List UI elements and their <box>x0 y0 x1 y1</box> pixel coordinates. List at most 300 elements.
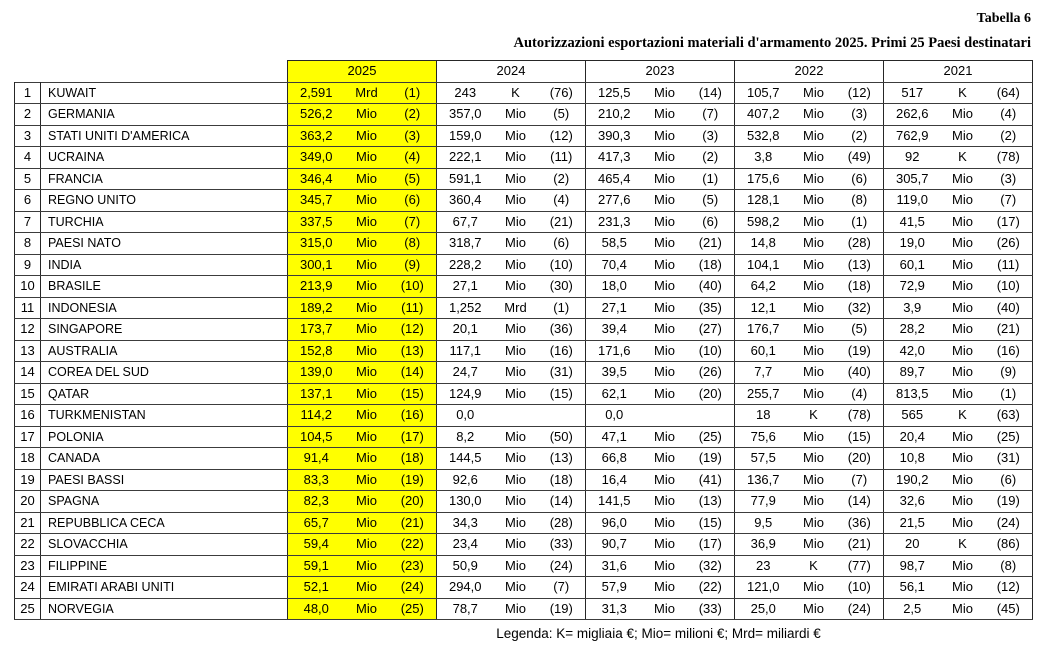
unit-cell: Mio <box>345 362 389 384</box>
rank-cell: (21) <box>687 233 735 255</box>
unit-cell: Mio <box>941 491 985 513</box>
country-cell: INDONESIA <box>41 297 288 319</box>
value-cell: 231,3 <box>586 211 643 233</box>
table-head <box>15 61 1033 83</box>
value-cell: 190,2 <box>884 469 941 491</box>
table-title: Autorizzazioni esportazioni materiali d'armamento 2025. Primi 25 Paesi destinatari <box>513 35 1031 51</box>
rank-cell: (24) <box>389 577 437 599</box>
table-row <box>15 125 1033 147</box>
rank-cell: (17) <box>687 534 735 556</box>
rank-cell: (1) <box>687 168 735 190</box>
rank-cell: (23) <box>389 555 437 577</box>
table-row <box>15 469 1033 491</box>
country-cell: FRANCIA <box>41 168 288 190</box>
unit-cell: Mio <box>494 362 538 384</box>
unit-cell: Mio <box>345 340 389 362</box>
unit-cell: Mio <box>643 512 687 534</box>
row-number-cell: 16 <box>15 405 41 427</box>
row-number-cell: 4 <box>15 147 41 169</box>
value-cell: 25,0 <box>735 598 792 620</box>
value-cell: 31,6 <box>586 555 643 577</box>
unit-cell: Mio <box>941 469 985 491</box>
rank-cell: (21) <box>985 319 1033 341</box>
rank-cell: (50) <box>538 426 586 448</box>
table-row <box>15 211 1033 233</box>
rank-cell: (24) <box>985 512 1033 534</box>
value-cell: 114,2 <box>288 405 345 427</box>
row-number-cell: 13 <box>15 340 41 362</box>
rank-cell: (6) <box>389 190 437 212</box>
unit-cell: Mio <box>345 276 389 298</box>
row-number-cell: 10 <box>15 276 41 298</box>
rank-cell: (86) <box>985 534 1033 556</box>
table-row <box>15 168 1033 190</box>
rank-cell: (19) <box>836 340 884 362</box>
rank-cell: (28) <box>836 233 884 255</box>
country-cell: SPAGNA <box>41 491 288 513</box>
rank-cell: (14) <box>389 362 437 384</box>
value-cell: 175,6 <box>735 168 792 190</box>
rank-cell: (19) <box>687 448 735 470</box>
unit-cell: Mio <box>345 555 389 577</box>
rank-cell: (1) <box>985 383 1033 405</box>
unit-cell: Mio <box>345 233 389 255</box>
value-cell: 119,0 <box>884 190 941 212</box>
value-cell: 19,0 <box>884 233 941 255</box>
rank-cell: (17) <box>389 426 437 448</box>
rank-cell: (49) <box>836 147 884 169</box>
rank-cell: (6) <box>687 211 735 233</box>
rank-cell: (6) <box>836 168 884 190</box>
rank-cell: (20) <box>687 383 735 405</box>
rank-cell: (35) <box>687 297 735 319</box>
unit-cell: Mio <box>792 276 836 298</box>
unit-cell: Mio <box>643 147 687 169</box>
rank-cell: (77) <box>836 555 884 577</box>
value-cell: 64,2 <box>735 276 792 298</box>
table-row <box>15 555 1033 577</box>
value-cell: 762,9 <box>884 125 941 147</box>
unit-cell: Mio <box>941 555 985 577</box>
value-cell: 65,7 <box>288 512 345 534</box>
unit-cell: Mio <box>345 491 389 513</box>
row-number-cell: 15 <box>15 383 41 405</box>
unit-cell: Mio <box>494 319 538 341</box>
unit-cell: Mio <box>792 211 836 233</box>
rank-cell: (3) <box>985 168 1033 190</box>
value-cell: 20,4 <box>884 426 941 448</box>
export-table <box>14 60 1033 620</box>
unit-cell: Mio <box>643 598 687 620</box>
value-cell: 363,2 <box>288 125 345 147</box>
year-header-row <box>15 61 1033 83</box>
rank-cell: (18) <box>538 469 586 491</box>
unit-cell: Mio <box>494 598 538 620</box>
value-cell: 3,9 <box>884 297 941 319</box>
unit-cell <box>494 405 538 427</box>
rank-cell: (13) <box>687 491 735 513</box>
unit-cell: K <box>494 82 538 104</box>
table-row <box>15 297 1033 319</box>
value-cell: 243 <box>437 82 494 104</box>
unit-cell: Mio <box>643 555 687 577</box>
rank-cell: (9) <box>389 254 437 276</box>
value-cell: 255,7 <box>735 383 792 405</box>
rank-cell: (7) <box>389 211 437 233</box>
value-cell: 7,7 <box>735 362 792 384</box>
value-cell: 98,7 <box>884 555 941 577</box>
unit-cell: Mio <box>643 362 687 384</box>
rank-cell: (2) <box>985 125 1033 147</box>
unit-cell: Mio <box>345 297 389 319</box>
value-cell: 407,2 <box>735 104 792 126</box>
value-cell: 228,2 <box>437 254 494 276</box>
rank-cell: (14) <box>836 491 884 513</box>
value-cell: 337,5 <box>288 211 345 233</box>
unit-cell: K <box>792 405 836 427</box>
legend: Legenda: K= migliaia €; Mio= milioni €; Mrd= miliardi € <box>496 626 821 641</box>
value-cell: 1,252 <box>437 297 494 319</box>
rank-cell: (10) <box>389 276 437 298</box>
rank-cell: (20) <box>836 448 884 470</box>
rank-cell: (10) <box>538 254 586 276</box>
rank-cell: (11) <box>985 254 1033 276</box>
year-header-2024: 2024 <box>437 61 586 83</box>
table-row <box>15 577 1033 599</box>
unit-cell: Mio <box>494 190 538 212</box>
unit-cell: Mio <box>792 104 836 126</box>
unit-cell: Mio <box>643 426 687 448</box>
value-cell: 294,0 <box>437 577 494 599</box>
country-cell: GERMANIA <box>41 104 288 126</box>
value-cell: 222,1 <box>437 147 494 169</box>
unit-cell: Mio <box>643 534 687 556</box>
country-cell: COREA DEL SUD <box>41 362 288 384</box>
value-cell: 813,5 <box>884 383 941 405</box>
rank-cell: (41) <box>687 469 735 491</box>
unit-cell: Mio <box>643 448 687 470</box>
row-number-cell: 5 <box>15 168 41 190</box>
value-cell: 532,8 <box>735 125 792 147</box>
value-cell: 417,3 <box>586 147 643 169</box>
rank-cell: (16) <box>389 405 437 427</box>
value-cell: 70,4 <box>586 254 643 276</box>
rank-cell: (33) <box>687 598 735 620</box>
rank-cell <box>538 405 586 427</box>
value-cell: 2,5 <box>884 598 941 620</box>
unit-cell: Mio <box>792 577 836 599</box>
country-cell: STATI UNITI D'AMERICA <box>41 125 288 147</box>
rank-cell <box>687 405 735 427</box>
value-cell: 121,0 <box>735 577 792 599</box>
rank-cell: (7) <box>538 577 586 599</box>
unit-cell: Mio <box>643 319 687 341</box>
value-cell: 59,4 <box>288 534 345 556</box>
value-cell: 75,6 <box>735 426 792 448</box>
table-row <box>15 233 1033 255</box>
value-cell: 56,1 <box>884 577 941 599</box>
value-cell: 349,0 <box>288 147 345 169</box>
value-cell: 345,7 <box>288 190 345 212</box>
country-cell: CANADA <box>41 448 288 470</box>
unit-cell: Mio <box>941 448 985 470</box>
unit-cell: Mio <box>643 577 687 599</box>
rank-cell: (5) <box>687 190 735 212</box>
value-cell: 18 <box>735 405 792 427</box>
country-cell: BRASILE <box>41 276 288 298</box>
rank-cell: (15) <box>687 512 735 534</box>
year-header-2022: 2022 <box>735 61 884 83</box>
rank-cell: (27) <box>687 319 735 341</box>
unit-cell: Mio <box>345 104 389 126</box>
unit-cell: Mio <box>494 469 538 491</box>
row-number-cell: 3 <box>15 125 41 147</box>
rank-cell: (12) <box>985 577 1033 599</box>
table-body <box>15 82 1033 620</box>
value-cell: 130,0 <box>437 491 494 513</box>
unit-cell: Mrd <box>345 82 389 104</box>
value-cell: 16,4 <box>586 469 643 491</box>
rank-cell: (14) <box>538 491 586 513</box>
rank-cell: (5) <box>389 168 437 190</box>
rank-cell: (1) <box>836 211 884 233</box>
value-cell: 14,8 <box>735 233 792 255</box>
value-cell: 59,1 <box>288 555 345 577</box>
rank-cell: (5) <box>836 319 884 341</box>
unit-cell: Mio <box>643 190 687 212</box>
value-cell: 125,5 <box>586 82 643 104</box>
table-row <box>15 82 1033 104</box>
rank-cell: (21) <box>538 211 586 233</box>
row-number-cell: 12 <box>15 319 41 341</box>
rank-cell: (19) <box>538 598 586 620</box>
value-cell: 318,7 <box>437 233 494 255</box>
unit-cell: Mio <box>941 426 985 448</box>
country-cell: EMIRATI ARABI UNITI <box>41 577 288 599</box>
rank-cell: (10) <box>836 577 884 599</box>
country-cell: KUWAIT <box>41 82 288 104</box>
unit-cell: Mio <box>494 383 538 405</box>
value-cell: 12,1 <box>735 297 792 319</box>
rank-cell: (11) <box>389 297 437 319</box>
unit-cell: Mio <box>494 491 538 513</box>
table-row <box>15 147 1033 169</box>
value-cell: 210,2 <box>586 104 643 126</box>
unit-cell: Mio <box>494 577 538 599</box>
unit-cell: Mio <box>345 469 389 491</box>
country-cell: NORVEGIA <box>41 598 288 620</box>
rank-cell: (25) <box>389 598 437 620</box>
unit-cell: Mio <box>494 104 538 126</box>
value-cell: 42,0 <box>884 340 941 362</box>
unit-cell: Mio <box>941 233 985 255</box>
rank-cell: (21) <box>836 534 884 556</box>
rank-cell: (18) <box>687 254 735 276</box>
row-number-cell: 2 <box>15 104 41 126</box>
row-number-cell: 21 <box>15 512 41 534</box>
unit-cell: Mio <box>643 254 687 276</box>
rank-cell: (11) <box>538 147 586 169</box>
row-number-cell: 19 <box>15 469 41 491</box>
rank-cell: (78) <box>985 147 1033 169</box>
value-cell: 152,8 <box>288 340 345 362</box>
unit-cell: Mio <box>941 362 985 384</box>
value-cell: 58,5 <box>586 233 643 255</box>
value-cell: 104,1 <box>735 254 792 276</box>
rank-cell: (32) <box>836 297 884 319</box>
value-cell: 176,7 <box>735 319 792 341</box>
rank-cell: (45) <box>985 598 1033 620</box>
country-cell: QATAR <box>41 383 288 405</box>
rank-cell: (19) <box>389 469 437 491</box>
unit-cell: Mio <box>345 190 389 212</box>
unit-cell: K <box>941 405 985 427</box>
value-cell: 50,9 <box>437 555 494 577</box>
value-cell: 517 <box>884 82 941 104</box>
rank-cell: (6) <box>538 233 586 255</box>
unit-cell: Mio <box>494 555 538 577</box>
value-cell: 28,2 <box>884 319 941 341</box>
rank-cell: (20) <box>389 491 437 513</box>
rank-cell: (24) <box>836 598 884 620</box>
rank-cell: (12) <box>389 319 437 341</box>
rank-cell: (2) <box>538 168 586 190</box>
unit-cell: Mio <box>941 254 985 276</box>
rank-cell: (8) <box>836 190 884 212</box>
unit-cell: Mio <box>792 383 836 405</box>
unit-cell: Mio <box>643 491 687 513</box>
country-cell: UCRAINA <box>41 147 288 169</box>
value-cell: 52,1 <box>288 577 345 599</box>
country-cell: REGNO UNITO <box>41 190 288 212</box>
unit-cell: Mio <box>792 168 836 190</box>
rank-cell: (6) <box>985 469 1033 491</box>
unit-cell: Mio <box>792 233 836 255</box>
unit-cell: Mio <box>643 104 687 126</box>
value-cell: 66,8 <box>586 448 643 470</box>
value-cell: 21,5 <box>884 512 941 534</box>
rank-cell: (10) <box>687 340 735 362</box>
table-row <box>15 405 1033 427</box>
year-header-2023: 2023 <box>586 61 735 83</box>
unit-cell: Mio <box>345 125 389 147</box>
table-row <box>15 362 1033 384</box>
rank-cell: (2) <box>389 104 437 126</box>
table-row <box>15 190 1033 212</box>
value-cell: 159,0 <box>437 125 494 147</box>
rank-cell: (78) <box>836 405 884 427</box>
value-cell: 104,5 <box>288 426 345 448</box>
value-cell: 89,7 <box>884 362 941 384</box>
rank-cell: (4) <box>389 147 437 169</box>
value-cell: 2,591 <box>288 82 345 104</box>
unit-cell: Mio <box>792 469 836 491</box>
value-cell: 39,5 <box>586 362 643 384</box>
rank-cell: (18) <box>389 448 437 470</box>
table-row <box>15 448 1033 470</box>
rank-cell: (15) <box>538 383 586 405</box>
value-cell: 57,5 <box>735 448 792 470</box>
value-cell: 27,1 <box>437 276 494 298</box>
rank-cell: (7) <box>687 104 735 126</box>
value-cell: 137,1 <box>288 383 345 405</box>
value-cell: 8,2 <box>437 426 494 448</box>
rank-cell: (14) <box>687 82 735 104</box>
country-cell: TURKMENISTAN <box>41 405 288 427</box>
table-row <box>15 491 1033 513</box>
country-cell: POLONIA <box>41 426 288 448</box>
year-header-2021: 2021 <box>884 61 1033 83</box>
rank-cell: (17) <box>985 211 1033 233</box>
value-cell: 213,9 <box>288 276 345 298</box>
unit-cell: Mio <box>792 147 836 169</box>
rank-cell: (1) <box>538 297 586 319</box>
unit-cell <box>643 405 687 427</box>
country-cell: PAESI NATO <box>41 233 288 255</box>
value-cell: 60,1 <box>884 254 941 276</box>
country-cell: FILIPPINE <box>41 555 288 577</box>
value-cell: 23 <box>735 555 792 577</box>
value-cell: 27,1 <box>586 297 643 319</box>
value-cell: 262,6 <box>884 104 941 126</box>
country-cell: AUSTRALIA <box>41 340 288 362</box>
table-row <box>15 254 1033 276</box>
unit-cell: Mio <box>792 426 836 448</box>
value-cell: 315,0 <box>288 233 345 255</box>
row-number-cell: 17 <box>15 426 41 448</box>
value-cell: 105,7 <box>735 82 792 104</box>
rank-cell: (13) <box>389 340 437 362</box>
rank-cell: (13) <box>538 448 586 470</box>
value-cell: 20 <box>884 534 941 556</box>
unit-cell: Mio <box>643 340 687 362</box>
table-row <box>15 426 1033 448</box>
unit-cell: Mio <box>494 340 538 362</box>
value-cell: 31,3 <box>586 598 643 620</box>
unit-cell: Mio <box>643 233 687 255</box>
unit-cell: Mio <box>792 598 836 620</box>
value-cell: 91,4 <box>288 448 345 470</box>
value-cell: 67,7 <box>437 211 494 233</box>
value-cell: 57,9 <box>586 577 643 599</box>
rank-cell: (25) <box>687 426 735 448</box>
row-number-cell: 24 <box>15 577 41 599</box>
value-cell: 32,6 <box>884 491 941 513</box>
value-cell: 39,4 <box>586 319 643 341</box>
value-cell: 20,1 <box>437 319 494 341</box>
unit-cell: Mio <box>941 598 985 620</box>
value-cell: 277,6 <box>586 190 643 212</box>
rank-cell: (16) <box>985 340 1033 362</box>
rank-cell: (15) <box>836 426 884 448</box>
rank-cell: (2) <box>836 125 884 147</box>
rank-cell: (36) <box>836 512 884 534</box>
unit-cell: Mio <box>792 340 836 362</box>
unit-cell: Mio <box>941 125 985 147</box>
unit-cell: Mio <box>345 598 389 620</box>
value-cell: 92 <box>884 147 941 169</box>
value-cell: 34,3 <box>437 512 494 534</box>
unit-cell: Mio <box>941 512 985 534</box>
row-number-cell: 14 <box>15 362 41 384</box>
unit-cell: Mio <box>941 340 985 362</box>
unit-cell: Mio <box>792 448 836 470</box>
unit-cell: K <box>941 147 985 169</box>
unit-cell: Mio <box>345 512 389 534</box>
row-number-cell: 22 <box>15 534 41 556</box>
value-cell: 48,0 <box>288 598 345 620</box>
table-row <box>15 104 1033 126</box>
